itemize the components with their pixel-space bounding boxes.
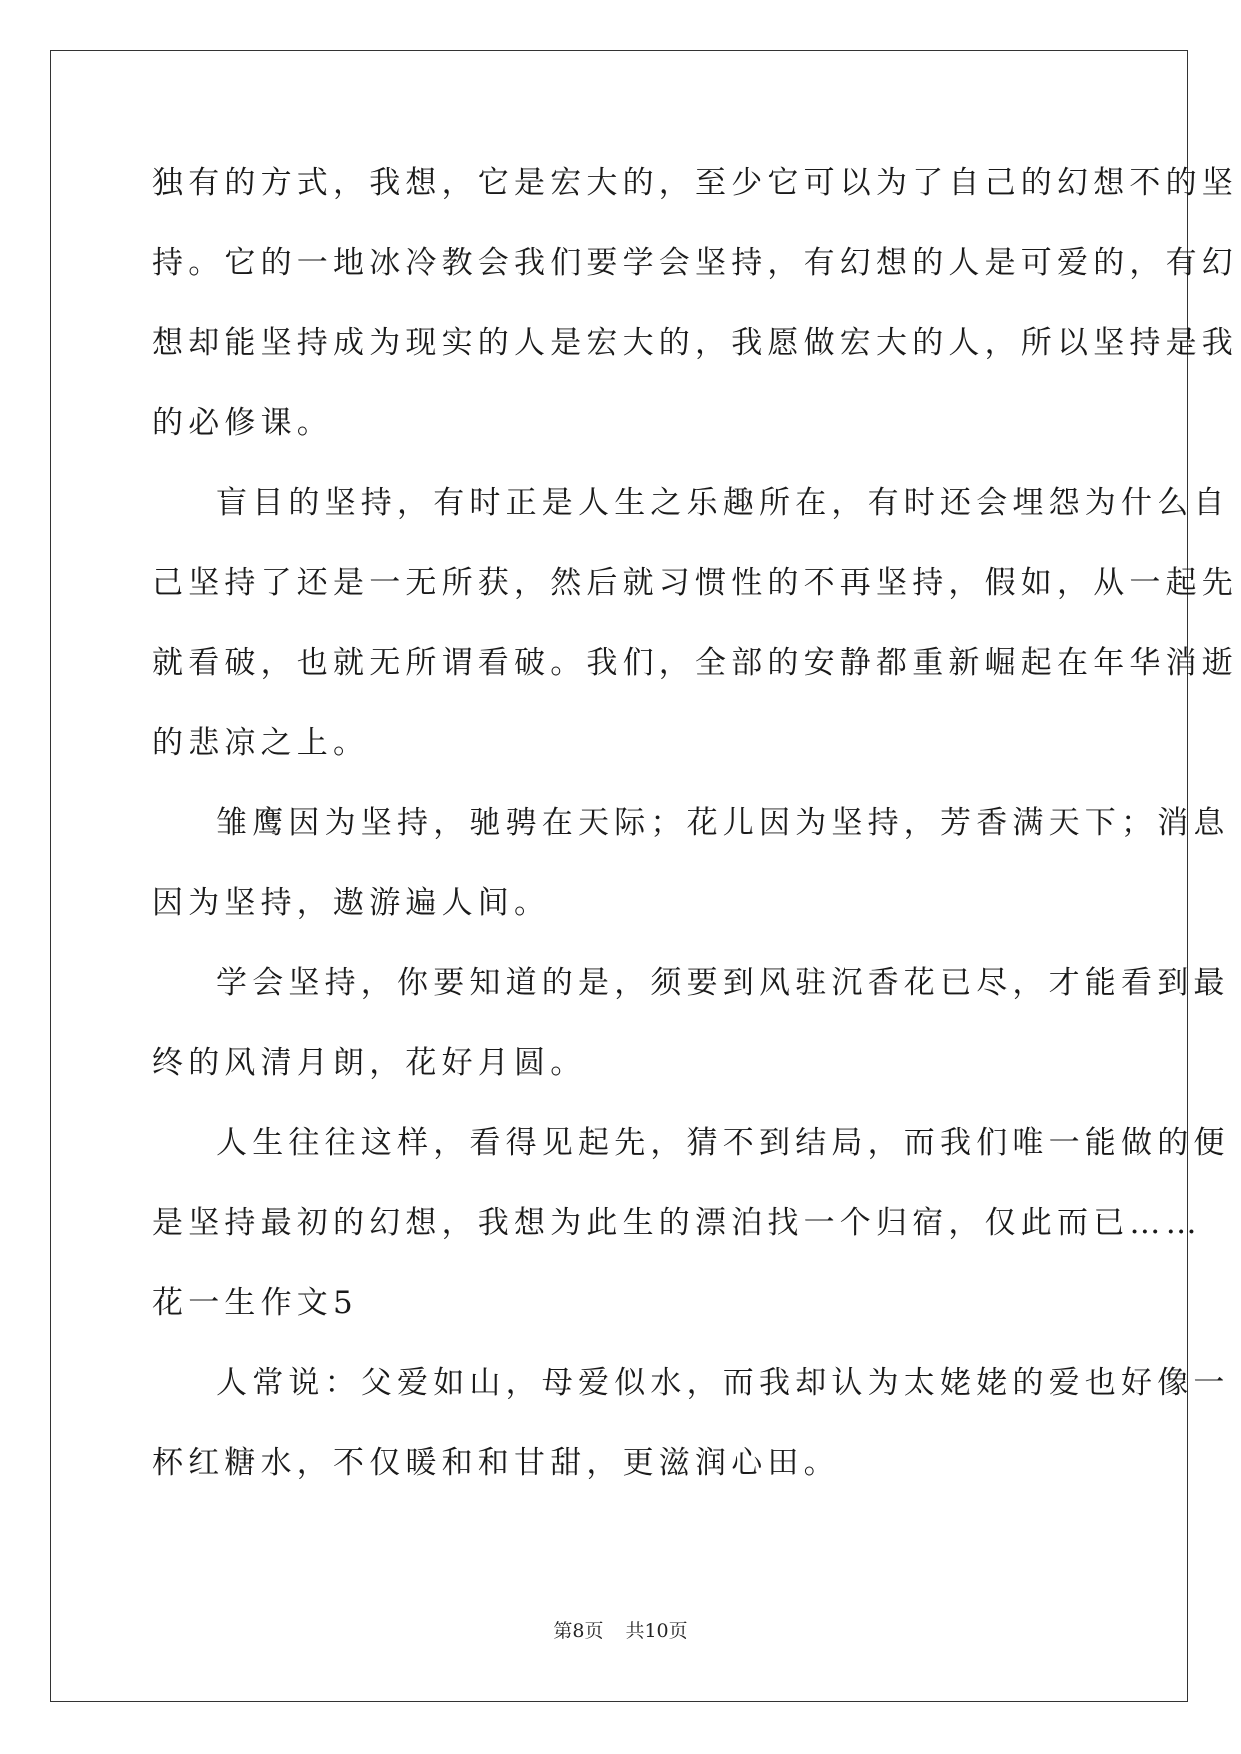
text-line: 想却能坚持成为现实的人是宏大的，我愿做宏大的人，所以坚持是我 (152, 325, 1238, 361)
text-line: 独有的方式，我想，它是宏大的，至少它可以为了自己的幻想不的坚 (152, 165, 1238, 201)
text-line: 己坚持了还是一无所获，然后就习惯性的不再坚持，假如，从一起先 (152, 565, 1238, 601)
text-line: 持。它的一地冰冷教会我们要学会坚持，有幻想的人是可爱的，有幻 (152, 245, 1238, 281)
text-line: 就看破，也就无所谓看破。我们，全部的安静都重新崛起在年华消逝 (152, 645, 1238, 681)
text-line: 终的风清月朗，花好月圆。 (152, 1045, 587, 1081)
page-footer (0, 1618, 1241, 1644)
paragraph-first-line: 人常说：父爱如山，母爱似水，而我却认为太姥姥的爱也好像一 (216, 1365, 1230, 1401)
page-number-total: 共10页 (625, 1620, 688, 1642)
text-line: 因为坚持，遨游遍人间。 (152, 885, 551, 921)
text-line: 杯红糖水，不仅暖和和甘甜，更滋润心田。 (152, 1445, 840, 1481)
paragraph-first-line: 盲目的坚持，有时正是人生之乐趣所在，有时还会埋怨为什么自 (216, 485, 1230, 521)
section-heading: 花一生作文5 (152, 1285, 358, 1321)
text-line: 是坚持最初的幻想，我想为此生的漂泊找一个归宿，仅此而已…… (152, 1205, 1202, 1241)
paragraph-first-line: 学会坚持，你要知道的是，须要到风驻沉香花已尽，才能看到最 (216, 965, 1230, 1001)
paragraph-first-line: 人生往往这样，看得见起先，猜不到结局，而我们唯一能做的便 (216, 1125, 1230, 1161)
text-line: 的必修课。 (152, 405, 333, 441)
text-line: 的悲凉之上。 (152, 725, 370, 761)
page-number-current: 第8页 (553, 1620, 604, 1642)
document-body (152, 160, 1238, 1520)
paragraph-first-line: 雏鹰因为坚持，驰骋在天际；花儿因为坚持，芳香满天下；消息 (216, 805, 1230, 841)
